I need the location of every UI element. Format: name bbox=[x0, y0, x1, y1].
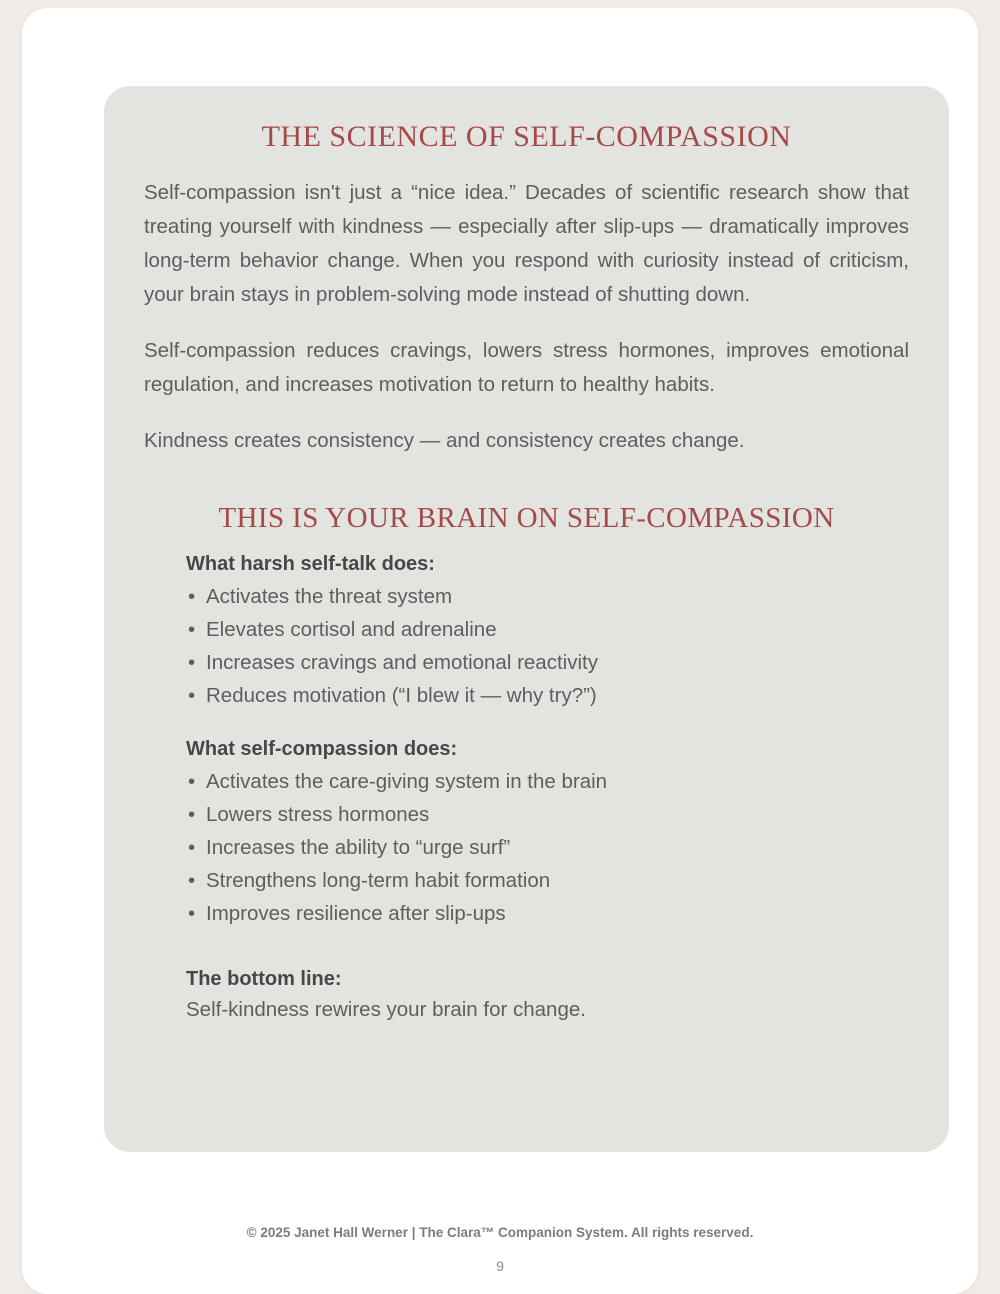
bottom-line-heading: The bottom line: bbox=[186, 968, 342, 990]
intro-paragraph-3: Kindness creates consistency — and consistency creates change. bbox=[144, 429, 745, 452]
page-sheet bbox=[22, 8, 978, 1294]
list-heading-harsh-self-talk: What harsh self-talk does: bbox=[186, 553, 435, 575]
list-item: • Increases cravings and emotional reactivity bbox=[186, 646, 911, 679]
list-item: • Lowers stress hormones bbox=[186, 798, 911, 831]
page-title: THE SCIENCE OF SELF-COMPASSION bbox=[261, 120, 792, 153]
intro-paragraph-2: Self-compassion reduces cravings, lowers stress hormones, improves emotional regulation, and increases motivation to return to healthy habits. bbox=[144, 339, 909, 396]
intro-paragraph-1: Self-compassion isn't just a “nice idea.” Decades of scientific research show that treating yourself with kindness — especially after slip-ups — dramatically improves long-term behavior change. When you respond with curiosity instead of criticism, your brain stays in problem-solving mode instead of shutting down. bbox=[144, 181, 909, 306]
list-item: • Increases the ability to “urge surf” bbox=[186, 831, 911, 864]
list-item: • Reduces motivation (“I blew it — why try?”) bbox=[186, 679, 911, 712]
lists-container bbox=[142, 553, 911, 1026]
list-item: • Activates the threat system bbox=[186, 580, 911, 613]
list-self-compassion bbox=[186, 765, 911, 930]
list-item: • Strengthens long-term habit formation bbox=[186, 864, 911, 897]
content-card bbox=[104, 86, 949, 1152]
bottom-line-text: Self-kindness rewires your brain for change. bbox=[186, 998, 586, 1021]
list-item: • Elevates cortisol and adrenaline bbox=[186, 613, 911, 646]
list-heading-self-compassion: What self-compassion does: bbox=[186, 738, 458, 760]
list-item: • Improves resilience after slip-ups bbox=[186, 897, 911, 930]
section-title: THIS IS YOUR BRAIN ON SELF-COMPASSION bbox=[218, 502, 835, 534]
page-number: 9 bbox=[496, 1258, 504, 1274]
copyright-footer: © 2025 Janet Hall Werner | The Clara™ Companion System. All rights reserved. bbox=[246, 1225, 754, 1240]
list-harsh-self-talk bbox=[186, 580, 911, 712]
list-item: • Activates the care-giving system in the brain bbox=[186, 765, 911, 798]
